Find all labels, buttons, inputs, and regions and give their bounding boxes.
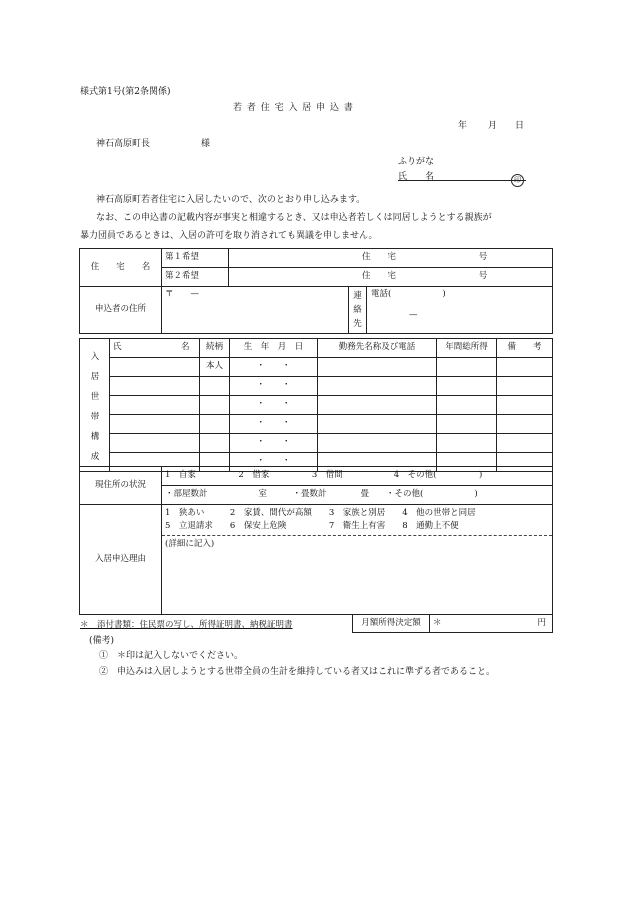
form-id: 様式第1号(第2条関係)	[80, 87, 171, 97]
member-income-field[interactable]	[437, 396, 497, 415]
body-text-3: 暴力団員であるときは、入居の許可を取り消されても異議を申しません。	[80, 231, 378, 241]
member-relation-field[interactable]	[200, 415, 230, 434]
phone-label: 電話( )	[371, 289, 446, 299]
date-day-label: 日	[515, 121, 525, 131]
housing-label: 住 宅 名	[80, 249, 162, 287]
contact-char-2: 絡	[353, 305, 362, 315]
table-row	[80, 377, 553, 396]
member-name-field[interactable]	[110, 434, 200, 453]
address-field[interactable]	[162, 287, 349, 334]
reason-detail-label: (詳細に記入)	[165, 539, 215, 549]
reason-cell	[162, 505, 553, 615]
member-income-field[interactable]	[437, 415, 497, 434]
member-birth-field[interactable]: ・ ・	[230, 396, 318, 415]
member-income-field[interactable]	[437, 377, 497, 396]
attachments-note: ＊ 添付書類：住民票の写し、所得証明書、納税証明書	[80, 620, 293, 630]
page-title: 若 者 住 宅 入 居 申 込 書	[233, 103, 354, 113]
member-work-field[interactable]	[318, 377, 437, 396]
member-relation-field[interactable]	[200, 377, 230, 396]
household-char-3: 世	[90, 392, 100, 402]
member-income-field[interactable]	[437, 434, 497, 453]
income-mark: ＊	[433, 618, 442, 628]
table-row	[80, 434, 553, 453]
member-work-field[interactable]	[318, 434, 437, 453]
reason-detail-field[interactable]	[162, 536, 552, 614]
income-label: 月額所得決定額	[353, 615, 430, 632]
go-label-1: 号	[478, 252, 488, 263]
contact-char-1: 連	[353, 291, 362, 301]
member-income-field[interactable]	[437, 358, 497, 377]
col-note-header: 備 考	[497, 339, 553, 358]
choice2-field[interactable]	[229, 268, 553, 287]
member-work-field[interactable]	[318, 358, 437, 377]
household-char-6: 成	[90, 452, 100, 462]
current-status-label: 現住所の状況	[80, 467, 162, 505]
member-work-field[interactable]	[318, 396, 437, 415]
seal-icon: 印	[511, 167, 524, 187]
member-note-field[interactable]	[497, 434, 553, 453]
member-birth-field[interactable]: ・ ・	[230, 377, 318, 396]
member-relation-field[interactable]	[200, 396, 230, 415]
postal-mark: 〒 —	[165, 289, 200, 299]
table-row	[80, 396, 553, 415]
furigana-label: ふりがな	[398, 157, 435, 167]
contact-char-3: 先	[353, 319, 362, 329]
jutaku-label-2: 住 宅	[362, 271, 397, 282]
reason-line-1: 1 狭あい 2 家賃、間代が高額 3 家族と別居 4 他の世帯と同居	[165, 508, 476, 518]
member-work-field[interactable]	[318, 415, 437, 434]
addressee: 神石高原町長	[96, 139, 151, 149]
reason-label: 入居申込理由	[80, 505, 162, 615]
name-label: 氏 名	[398, 172, 435, 182]
member-note-field[interactable]	[497, 377, 553, 396]
go-label-2: 号	[478, 271, 488, 282]
reason-options[interactable]	[162, 505, 552, 536]
household-char-1: 入	[90, 352, 100, 362]
application-table	[79, 248, 553, 334]
member-note-field[interactable]	[497, 396, 553, 415]
contact-field[interactable]	[367, 287, 552, 333]
member-name-field[interactable]	[110, 396, 200, 415]
col-birth-header: 生 年 月 日	[230, 339, 318, 358]
addressee-suffix: 様	[201, 139, 211, 149]
current-status-options[interactable]: 1 自家 2 借家 3 借間 4 その他( )	[162, 467, 553, 486]
member-name-field[interactable]	[110, 377, 200, 396]
household-char-4: 帯	[90, 412, 100, 422]
member-relation-field[interactable]	[200, 434, 230, 453]
member-note-field[interactable]	[497, 358, 553, 377]
table-row	[80, 415, 553, 434]
yen-label: 円	[537, 618, 546, 628]
choice2-label: 第２希望	[162, 268, 229, 287]
col-work-header: 勤務先名称及び電話	[318, 339, 437, 358]
member-birth-field[interactable]: ・ ・	[230, 434, 318, 453]
remark-1: ① ＊印は記入しないでください。	[99, 651, 244, 661]
member-relation: 本人	[200, 358, 230, 377]
col-name-header: 氏 名	[110, 339, 200, 358]
choice1-field[interactable]	[229, 249, 553, 268]
current-status-rooms[interactable]: ・部屋数計 室 ・畳数計 畳 ・その他( )	[162, 486, 553, 505]
member-name-field[interactable]	[110, 415, 200, 434]
col-income-header: 年間総所得	[437, 339, 497, 358]
remark-2: ② 申込みは入居しようとする世帯全員の生計を維持している者又はこれに準ずる者であること。	[99, 667, 496, 677]
date-year-label: 年	[458, 121, 468, 131]
table-row	[80, 358, 553, 377]
body-text-2: なお、この申込書の記載内容が事実と相違するとき、又は申込者若しくは同居しようとする親族が	[96, 213, 492, 223]
remarks-label: (備考)	[89, 636, 115, 646]
name-underline	[398, 180, 526, 181]
contact-dash: —	[409, 310, 418, 321]
address-label: 申込者の住所	[80, 287, 162, 334]
member-note-field[interactable]	[497, 415, 553, 434]
member-birth-field[interactable]: ・ ・	[230, 415, 318, 434]
household-table	[79, 338, 553, 472]
income-box	[352, 614, 553, 633]
reason-line-2: 5 立退請求 6 保安上危険 7 衛生上有害 8 通勤上不便	[165, 521, 459, 531]
choice1-label: 第１希望	[162, 249, 229, 268]
col-relation-header: 続柄	[200, 339, 230, 358]
household-char-2: 居	[90, 372, 100, 382]
member-name-field[interactable]	[110, 358, 200, 377]
date-month-label: 月	[488, 121, 498, 131]
status-table	[79, 466, 553, 615]
member-birth-field[interactable]: ・ ・	[230, 453, 318, 472]
household-char-5: 構	[90, 432, 100, 442]
jutaku-label-1: 住 宅	[362, 252, 397, 263]
contact-cell	[349, 287, 553, 334]
body-text-1: 神石高原町若者住宅に入居したいので、次のとおり申し込みます。	[96, 195, 366, 205]
member-birth-field[interactable]: ・ ・	[230, 358, 318, 377]
